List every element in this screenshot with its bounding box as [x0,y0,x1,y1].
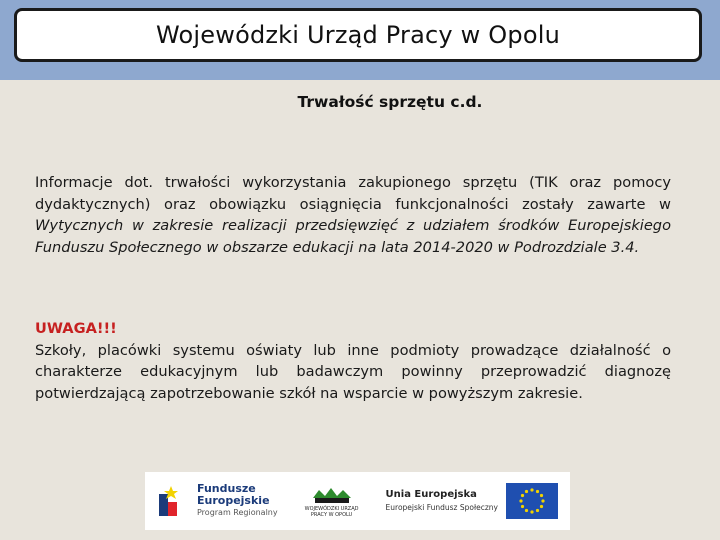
header-band [0,0,720,80]
ue-line2: Europejski Fundusz Społeczny [385,503,498,512]
subtitle-text: Trwałość sprzętu c.d. [297,93,483,111]
page-title: Wojewódzki Urząd Pracy w Opolu [156,21,560,49]
warning-block [35,318,671,404]
fundusze-europejskie-logo [157,483,278,519]
warning-text: Szkoły, placówki systemu oświaty lub inne podmioty prowadzące działalność o charakterze edukacyjnym lub badawczym powinny przeprowadzić diagnozę potwierdzającą zapotrzebowanie szkół na wsparcie w powyższym zakresie. [35,341,671,402]
fe-line2: Europejskie [197,494,270,507]
footer-logo-strip [145,472,570,530]
eu-flag-icon [506,483,558,519]
unia-europejska-logo [386,483,558,519]
wup-logo [297,484,367,518]
fe-emblem-icon [157,484,191,518]
fe-line3: Program Regionalny [197,508,278,517]
fe-line1: Fundusze [197,482,256,495]
ue-line1: Unia Europejska [385,489,477,500]
paragraph-part1: Informacje dot. trwałości wykorzystania zakupionego sprzętu (TIK oraz pomocy dydaktycznych) oraz obowiązku osiągnięcia funkcjonalności zostały zawarte w [35,174,671,213]
main-paragraph [35,172,671,258]
paragraph-part2-italic: Wytycznych w zakresie realizacji przedsięwzięć z udziałem środków Europejskiego Funduszu Społecznego w obszarze edukacji na lata 2014-2020 w Podrozdziale 3.4. [35,217,671,256]
wup-caption: WOJEWÓDZKI URZĄD PRACY W OPOLU [304,506,359,518]
wup-emblem-icon [309,484,355,506]
slide-subtitle [0,93,720,111]
title-box [14,8,702,62]
warning-label: UWAGA!!! [35,320,117,337]
